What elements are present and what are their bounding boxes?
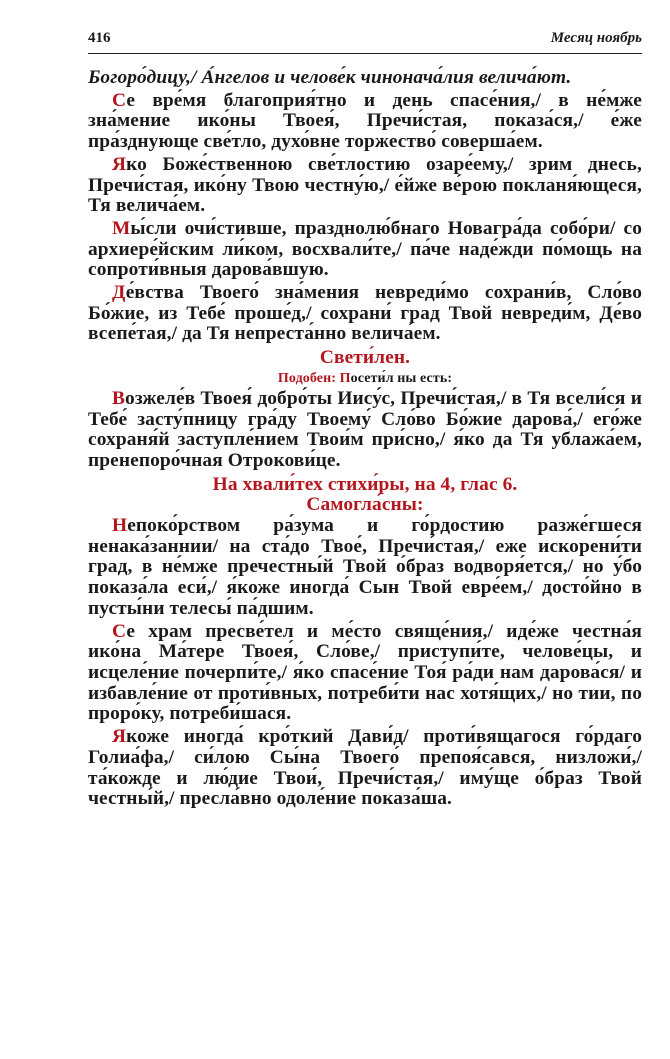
red-initial: С <box>112 89 127 111</box>
podoben-line <box>88 371 642 387</box>
red-initial: М <box>112 217 131 239</box>
paragraph-troparion-3 <box>88 219 642 281</box>
paragraph-troparion-1 <box>88 91 642 153</box>
section-subheading-samoglasny: Самогла́сны: <box>306 494 424 516</box>
red-initial: Н <box>112 515 128 537</box>
paragraph-sticheron-1 <box>88 516 642 620</box>
red-initial: Д <box>112 282 126 304</box>
paragraph-sticheron-2 <box>88 622 642 726</box>
paragraph-text: озжеле́в Твоея́ добро́ты Иису́с, Пречи́стая,/ в Тя всели́ся и Тебе́ засту́пницу гра́ду Твоему́ Сло́во Бо́жие дарова́,/ его́же сохраня́й заступле́нием Твои́м при́сно,/ я́ко да Тя ублажа́ем, пренепоро́чная Отрокови́це. <box>88 387 642 471</box>
page-number: 416 <box>88 30 111 46</box>
paragraph-text: епоко́рством ра́зума и го́рдостию разже́гшеся ненака́заннии/ на ста́до Твое́, Пречи́стая,/ еже искорени́ти град, в не́мже пречестны́й Твой о́браз водворя́ется,/ но у́бо показа́ла еси́,/ я́коже иногда́ Сын Твой евре́ем,/ досто́йно в пусты́ни телесы́ па́дшим. <box>88 515 642 619</box>
paragraph-troparion-2 <box>88 155 642 217</box>
book-page <box>88 30 642 812</box>
paragraph-svetilen <box>88 389 642 472</box>
section-heading-svetilen: Свети́лен. <box>319 347 411 369</box>
red-initial: Я <box>112 153 127 175</box>
paragraph-text: ко Боже́ственною све́тлостию озаре́ему,/ зрим днесь, Пречи́стая, ико́ну Твою честну́ю,/ е́йже ве́рою покланя́ющеся, Тя велича́ем. <box>88 153 642 217</box>
podoben-initial: П <box>339 370 351 386</box>
red-initial: В <box>112 387 126 409</box>
running-header <box>88 30 642 54</box>
paragraph-continued: Богоро́дицу,/ А́нгелов и челове́к чинонача́лия велича́ют. <box>88 67 572 88</box>
paragraph-text: е вре́мя благоприя́тно и день спасе́ния,/ в не́мже зна́мение ико́ны Твоея́, Пречи́стая, показа́ся,/ е́же пра́зднующе све́тло, духо́вне торжество́ соверша́ем. <box>88 89 642 153</box>
paragraph-troparion-4 <box>88 283 642 345</box>
paragraph-text: е́вства Твоего́ зна́мения невреди́мо сохрани́в, Сло́во Бо́жие, из Тебе́ проше́д,/ сохрани́ град Твой невреди́м, Де́во всепе́тая,/ да Тя непреста́нно велича́ем. <box>88 282 642 345</box>
red-initial: С <box>112 620 127 642</box>
podoben-text: осети́л ны есть: <box>350 370 453 386</box>
red-initial: Я <box>112 726 127 748</box>
section-heading-stichera: На хвали́тех стихи́ры, на 4, глас 6. <box>212 473 518 495</box>
paragraph-text: е храм пресве́тел и ме́сто свяще́ния,/ иде́же честна́я ико́на Ма́тере Твоея́, Сло́ве,/ приступи́те, челове́цы, и исцеле́ние почерпи́те,/ я́ко спасе́ние Тоя́ ра́ди нам дарова́ся/ и избавле́ние от проти́вных, потреби́ти нас хотя́щих,/ но тии, по проро́ку, потреби́шася. <box>88 620 642 725</box>
running-title: Месяц ноябрь <box>550 30 642 46</box>
page-body <box>88 68 642 810</box>
paragraph-text: коже иногда́ кро́ткий Дави́д/ проти́вящагося го́рдаго Голиа́фа,/ си́лою Сы́на Твоего́ препоя́сався, низложи́,/ та́кожде и лю́дие Твои́, Пречи́стая,/ иму́ще о́браз Твой честны́й,/ пресла́вно одоле́ние показа́ша. <box>88 726 642 810</box>
podoben-label: Подобен: <box>277 370 337 386</box>
paragraph-text: ы́сли очи́стивше, празднолю́бнаго Новагра́да собо́ри/ со архиере́йским ли́ком, восхвали́те,/ па́че наде́жди по́мощь на сопроти́вныя дарова́вшую. <box>88 217 642 281</box>
paragraph-sticheron-3 <box>88 727 642 810</box>
